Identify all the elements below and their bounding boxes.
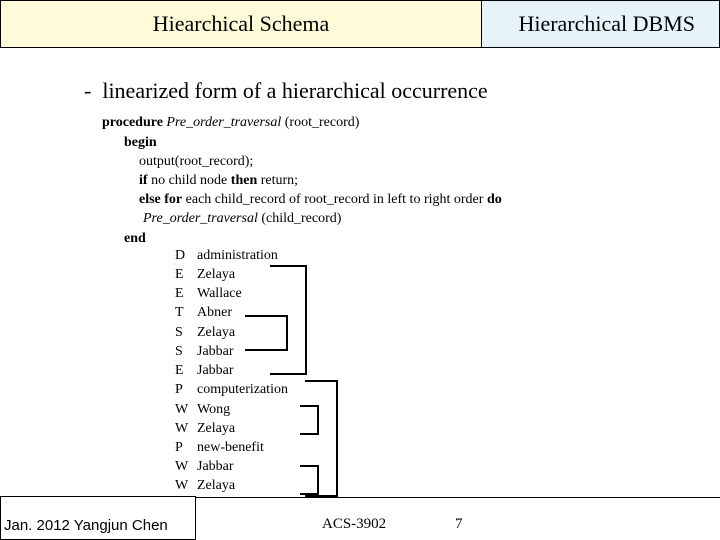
record-line (175, 459, 234, 475)
record-type: W (175, 478, 189, 493)
record-line (175, 305, 232, 321)
record-name: administration (197, 248, 278, 263)
record-name: Zelaya (197, 478, 236, 493)
record-line (175, 344, 234, 360)
record-name: Jabbar (197, 344, 234, 359)
header-right-title-box (481, 0, 720, 48)
record-name: Wallace (197, 286, 242, 301)
bullet-dash: - (84, 78, 92, 103)
output-statement: output(root_record); (139, 154, 254, 169)
record-line (175, 325, 235, 341)
record-line (175, 363, 234, 379)
record-line (175, 402, 230, 418)
footer-author-box (0, 496, 196, 540)
record-name: Zelaya (197, 267, 236, 282)
code-line-procedure (102, 115, 359, 131)
else-for-keyword: else for (139, 192, 183, 207)
record-type: S (175, 344, 183, 359)
footer-course: ACS-3902 (322, 516, 387, 532)
record-type: E (175, 286, 184, 301)
record-line (175, 478, 235, 494)
record-type: E (175, 363, 184, 378)
record-line (175, 248, 278, 264)
dbms-title: Hierarchical DBMS (518, 11, 695, 36)
record-type: P (175, 382, 183, 397)
record-type: D (175, 248, 186, 263)
end-keyword: end (124, 231, 146, 246)
record-name: computerization (197, 382, 288, 397)
code-line-begin (124, 135, 157, 151)
if-keyword: if (139, 173, 148, 188)
dependent-subtree-bracket (245, 315, 288, 351)
call-args: (child_record) (261, 211, 342, 226)
record-name: Wong (197, 402, 231, 417)
if-condition: no child node (151, 173, 228, 188)
code-line-recursive-call (143, 211, 341, 227)
then-statement: return; (260, 173, 299, 188)
code-line-output (139, 154, 253, 170)
footer-author: Jan. 2012 Yangjun Chen (4, 517, 168, 534)
record-name: Abner (197, 305, 232, 320)
bullet-point (84, 78, 488, 104)
record-name: Jabbar (197, 363, 234, 378)
for-body: each child_record of root_record in left to right order (185, 192, 484, 207)
then-keyword: then (230, 173, 258, 188)
record-name: new-benefit (197, 440, 264, 455)
schema-title: Hiearchical Schema (152, 11, 330, 36)
call-name: Pre_order_traversal (143, 211, 258, 226)
begin-keyword: begin (124, 135, 157, 150)
record-line (175, 267, 235, 283)
header-left-title-box (0, 0, 482, 48)
record-type: W (175, 459, 189, 474)
record-type: E (175, 267, 184, 282)
record-line (175, 382, 288, 398)
record-line (175, 421, 235, 437)
record-name: Zelaya (197, 325, 236, 340)
code-line-if (139, 173, 298, 189)
record-type: W (175, 421, 189, 436)
record-type: S (175, 325, 183, 340)
procedure-args: (root_record) (284, 115, 360, 130)
bullet-text: linearized form of a hierarchical occurrence (102, 78, 488, 103)
record-line (175, 440, 264, 456)
worker-subtree-bracket-1 (300, 405, 319, 435)
procedure-name: Pre_order_traversal (166, 115, 282, 130)
code-line-else-for (139, 192, 502, 208)
record-type: W (175, 402, 189, 417)
code-line-end (124, 231, 146, 247)
record-name: Zelaya (197, 421, 236, 436)
procedure-keyword: procedure (102, 115, 163, 130)
record-type: T (175, 305, 184, 320)
worker-subtree-bracket-2 (300, 465, 319, 495)
record-type: P (175, 440, 183, 455)
record-line (175, 286, 242, 302)
do-keyword: do (486, 192, 502, 207)
page-number: 7 (455, 516, 463, 532)
record-name: Jabbar (197, 459, 234, 474)
